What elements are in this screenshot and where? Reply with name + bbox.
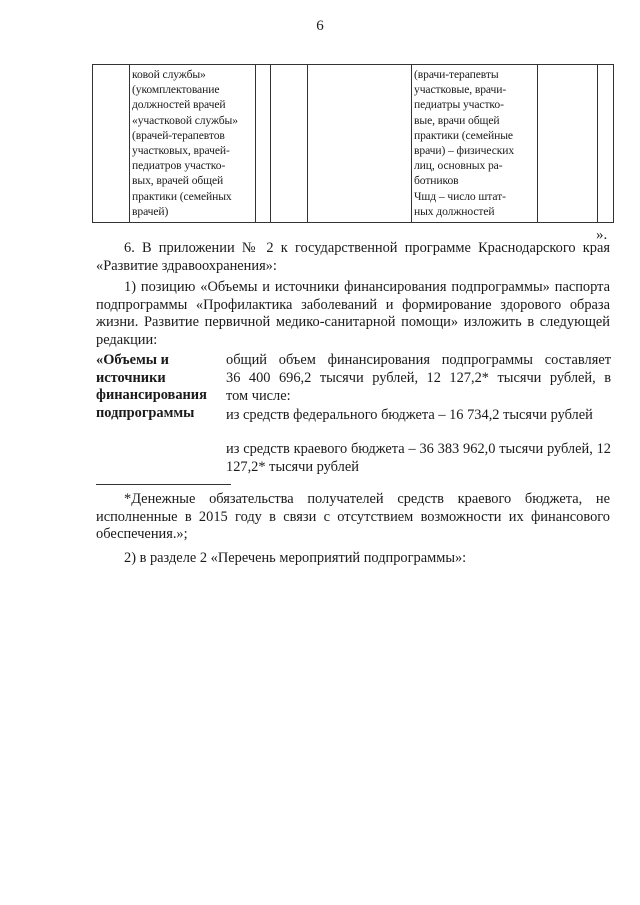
- table-cell-empty: [598, 65, 614, 223]
- closing-quote: ».: [596, 227, 608, 243]
- page-number: 6: [316, 18, 324, 34]
- table-cell-empty: [271, 65, 308, 223]
- table-cell-empty: [93, 65, 130, 223]
- item6-line2: «Развитие здравоохранения»:: [96, 258, 277, 274]
- passport-federal: из средств федерального бюджета – 16 734,2 тысячи рублей: [226, 407, 593, 423]
- footnote-text: *Денежные обязательства получателей средств краевого бюджета, не исполненные в 2015 году в связи с отсутствием возможности их финансового обеспечения.»;: [96, 491, 610, 543]
- table-cell-empty: [538, 65, 598, 223]
- subitem2-paragraph: 2) в разделе 2 «Перечень мероприятий подпрограммы»:: [124, 550, 467, 566]
- table-cell-left: [130, 65, 256, 223]
- table-cell-left-text: ковой службы» (укомплектование должностей врачей «участковой службы» (врачей-терапевтов участковых, врачей- педиатров участко- вых, врачей общей практики (семейных врачей): [132, 68, 238, 218]
- table-cell-empty: [308, 65, 412, 223]
- passport-total-line1: общий объем финансирования подпрограммы составляет: [226, 352, 611, 368]
- continuation-table: [92, 64, 614, 223]
- subitem1-paragraph: 1) позицию «Объемы и источники финансирования подпрограммы» паспорта подпрограммы «Профилактика заболеваний и формирование здорового образа жизни. Развитие первичной медико-санитарной помощи» изложить в следующей редакции:: [96, 279, 610, 348]
- passport-total-line2: 36 400 696,2 тысячи рублей, 12 127,2* тысячи рублей, в: [226, 370, 611, 386]
- footnote-divider: [96, 484, 231, 485]
- table-cell-right-text: (врачи-терапевты участковые, врачи- педиатры участко- вые, врачи общей практики (семейные врачи) – физических лиц, основных ра- ботников Чшд – число штат- ных должностей: [414, 68, 515, 218]
- item6-line1: 6. В приложении № 2 к государственной программе Краснодарского края: [124, 240, 610, 256]
- passport-total-line3: том числе:: [226, 388, 291, 404]
- table-cell-right: [412, 65, 538, 223]
- passport-label: «Объемы и источники финансирования подпрограммы: [96, 352, 207, 421]
- table-cell-empty: [256, 65, 271, 223]
- passport-regional: из средств краевого бюджета – 36 383 962,0 тысячи рублей, 12 127,2* тысячи рублей: [226, 441, 611, 475]
